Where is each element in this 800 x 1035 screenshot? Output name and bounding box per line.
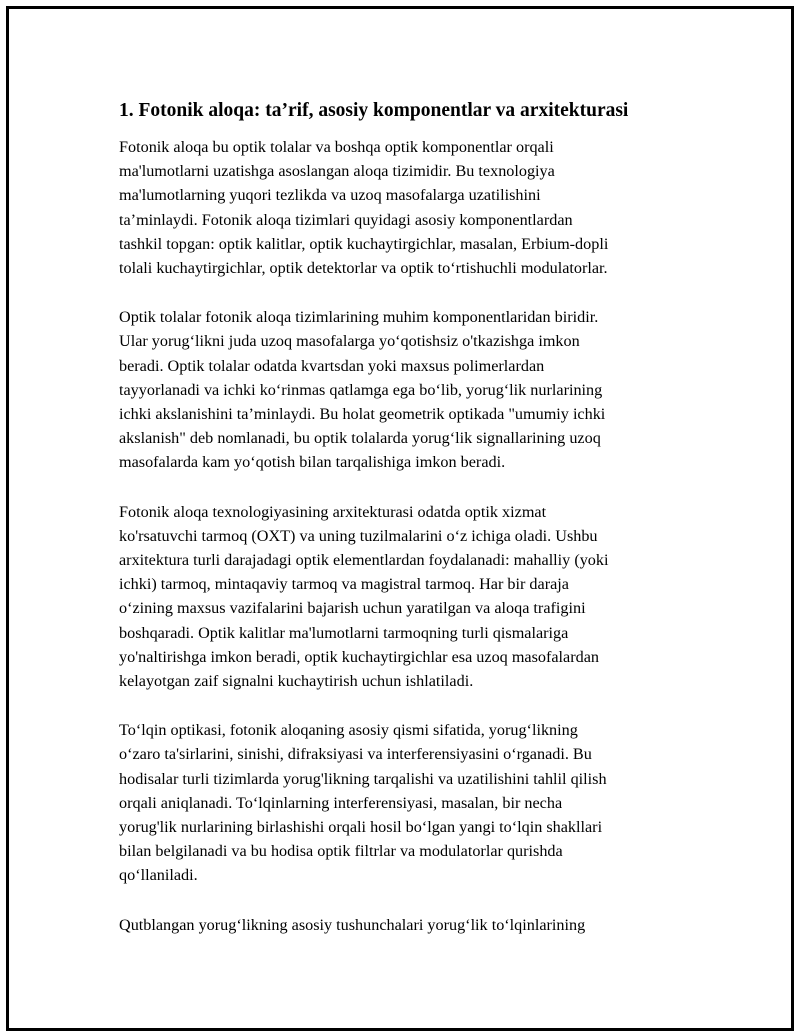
text-line: orqali aniqlanadi. To‘lqinlarning interferensiyasi, masalan, bir necha <box>119 793 563 812</box>
text-line: ichki) tarmoq, mintaqaviy tarmoq va magistral tarmoq. Har bir daraja <box>119 575 569 594</box>
text-line: kelayotgan zaif signalni kuchaytirish uchun ishlatiladi. <box>119 672 474 691</box>
text-line: akslanish" deb nomlanadi, bu optik tolalarda yorug‘lik signallarining uzoq <box>119 429 601 448</box>
text-line: ta’minlaydi. Fotonik aloqa tizimlari quyidagi asosiy komponentlardan <box>119 210 573 229</box>
text-line: masofalarda kam yo‘qotish bilan tarqalishiga imkon beradi. <box>119 453 506 472</box>
page-frame <box>6 6 794 1031</box>
text-line: tolali kuchaytirgichlar, optik detektorlar va optik to‘rtishuchli modulatorlar. <box>119 259 608 278</box>
text-line: tayyorlanadi va ichki ko‘rinmas qatlamga ega bo‘lib, yorug‘lik nurlarining <box>119 380 603 399</box>
text-line: tashkil topgan: optik kalitlar, optik kuchaytirgichlar, masalan, Erbium-dopli <box>119 234 609 253</box>
paragraph-2 <box>119 305 689 474</box>
text-line: To‘lqin optikasi, fotonik aloqaning asosiy qismi sifatida, yorug‘likning <box>119 721 578 740</box>
text-line: ma'lumotlarni uzatishga asoslangan aloqa tizimidir. Bu texnologiya <box>119 162 555 181</box>
text-line: Fotonik aloqa texnologiyasining arxitekturasi odatda optik xizmat <box>119 502 547 521</box>
text-line: beradi. Optik tolalar odatda kvartsdan yoki maxsus polimerlardan <box>119 356 545 375</box>
text-line: ma'lumotlarning yuqori tezlikda va uzoq masofalarga uzatilishini <box>119 186 541 205</box>
paragraph-5 <box>119 913 689 937</box>
text-line: ko'rsatuvchi tarmoq (OXT) va uning tuzilmalarini o‘z ichiga oladi. Ushbu <box>119 526 598 545</box>
paragraph-1 <box>119 135 689 280</box>
text-line: o‘zining maxsus vazifalarini bajarish uchun yaratilgan va aloqa trafigini <box>119 599 586 618</box>
text-line: arxitektura turli darajadagi optik elementlardan foydalanadi: mahalliy (yoki <box>119 551 609 570</box>
text-line: Qutblangan yorug‘likning asosiy tushunchalari yorug‘lik to‘lqinlarining <box>119 915 586 934</box>
text-line: yo'naltirishga imkon beradi, optik kuchaytirgichlar esa uzoq masofalardan <box>119 647 600 666</box>
text-line: Fotonik aloqa bu optik tolalar va boshqa optik komponentlar orqali <box>119 138 554 156</box>
text-line: yorug'lik nurlarining birlashishi orqali hosil bo‘lgan yangi to‘lqin shakllari <box>119 818 603 837</box>
text-line: Ular yorug‘likni juda uzoq masofalarga yo‘qotishsiz o'tkazishga imkon <box>119 332 580 351</box>
text-line: qo‘llaniladi. <box>119 866 198 885</box>
section-heading: 1. Fotonik aloqa: ta’rif, asosiy komponentlar va arxitekturasi <box>119 100 629 121</box>
paragraph-3 <box>119 500 689 694</box>
text-line: boshqaradi. Optik kalitlar ma'lumotlarni tarmoqning turli qismalariga <box>119 623 569 642</box>
text-line: bilan belgilanadi va bu hodisa optik filtrlar va modulatorlar qurishda <box>119 842 563 861</box>
text-line: hodisalar turli tizimlarda yorug'likning tarqalishi va uzatilishini tahlil qilish <box>119 769 607 788</box>
text-line: o‘zaro ta'sirlarini, sinishi, difraksiyasi va interferensiyasini o‘rganadi. Bu <box>119 745 592 764</box>
document-body <box>119 97 689 962</box>
text-line: Optik tolalar fotonik aloqa tizimlarining muhim komponentlaridan biridir. <box>119 308 599 327</box>
paragraph-4 <box>119 718 689 887</box>
text-line: ichki akslanishini ta’minlaydi. Bu holat geometrik optikada "umumiy ichki <box>119 405 606 424</box>
